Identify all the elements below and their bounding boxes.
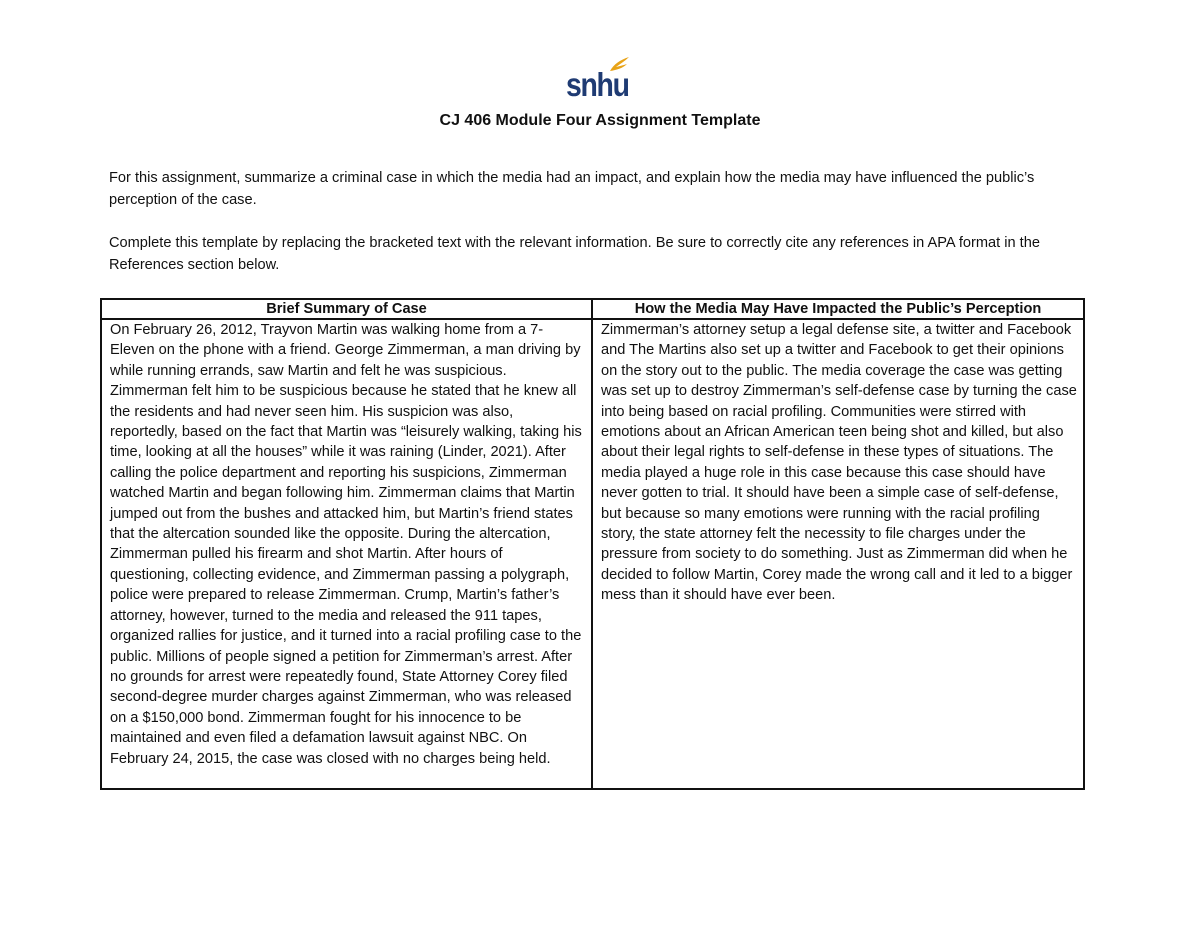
logo-wordmark: snhu: [566, 66, 629, 103]
header-brief-summary: Brief Summary of Case: [101, 299, 592, 319]
case-summary-cell: On February 26, 2012, Trayvon Martin was walking home from a 7-Eleven on the phone with a friend. George Zimmerman, a man driving by while running errands, saw Martin and felt he was suspicious. Zimmerman felt him to be suspicious because he stated that he knew all the residents and had never seen him. His suspicion was also, reportedly, based on the fact that Martin was “leisurely walking, taking his time, looking at all the houses” while it was raining (Linder, 2021). After calling the police department and reporting his suspicions, Zimmerman watched Martin and began following him. Zimmerman claims that Martin jumped out from the bushes and attacked him, but Martin’s friend states that the altercation sounded like the opposite. During the altercation, Zimmerman pulled his firearm and shot Martin. After hours of questioning, collecting evidence, and Zimmerman passing a polygraph, police were prepared to release Zimmerman. Crump, Martin’s father’s attorney, however, turned to the media and released the 911 tapes, organized rallies for justice, and it turned into a racial profiling case to the public. Millions of people signed a petition for Zimmerman’s arrest. After no grounds for arrest were repeatedly found, State Attorney Corey filed second-degree murder charges against Zimmerman, who was released on a $150,000 bond. Zimmerman fought for his innocence to be maintained and even filed a defamation lawsuit against NBC. On February 24, 2015, the case was closed with no charges being held.: [101, 319, 592, 789]
header-media-impact: How the Media May Have Impacted the Public’s Perception: [592, 299, 1084, 319]
intro-paragraph-instructions: For this assignment, summarize a criminal case in which the media had an impact, and explain how the media may have influenced the public’s perception of the case.: [109, 170, 1035, 208]
snhu-logo: [566, 56, 636, 102]
page-title: CJ 406 Module Four Assignment Template: [439, 112, 761, 129]
table-header-row: [101, 299, 1084, 319]
media-impact-cell: Zimmerman’s attorney setup a legal defense site, a twitter and Facebook and The Martins also set up a twitter and Facebook to get their opinions on the story out to the public. The media coverage the case was getting was set up to destroy Zimmerman’s self-defense case by turning the case into being based on racial profiling. Communities were stirred with emotions about an African American teen being shot and killed, but also about their legal rights to self-defense in these types of situations. The media played a huge role in this case because this case should have never gotten to trial. It should have been a simple case of self-defense, but because so many emotions were running with the racial profiling story, the state attorney felt the necessity to file charges under the pressure from society to do something. Just as Zimmerman did when he decided to follow Martin, Corey made the wrong call and it led to a bigger mess than it should have ever been.: [592, 319, 1084, 789]
intro-paragraph-template-note: Complete this template by replacing the bracketed text with the relevant information. Be sure to correctly cite any references in APA format in the References section below.: [109, 235, 1040, 273]
table-row: [101, 319, 1084, 789]
case-table: [100, 298, 1085, 790]
